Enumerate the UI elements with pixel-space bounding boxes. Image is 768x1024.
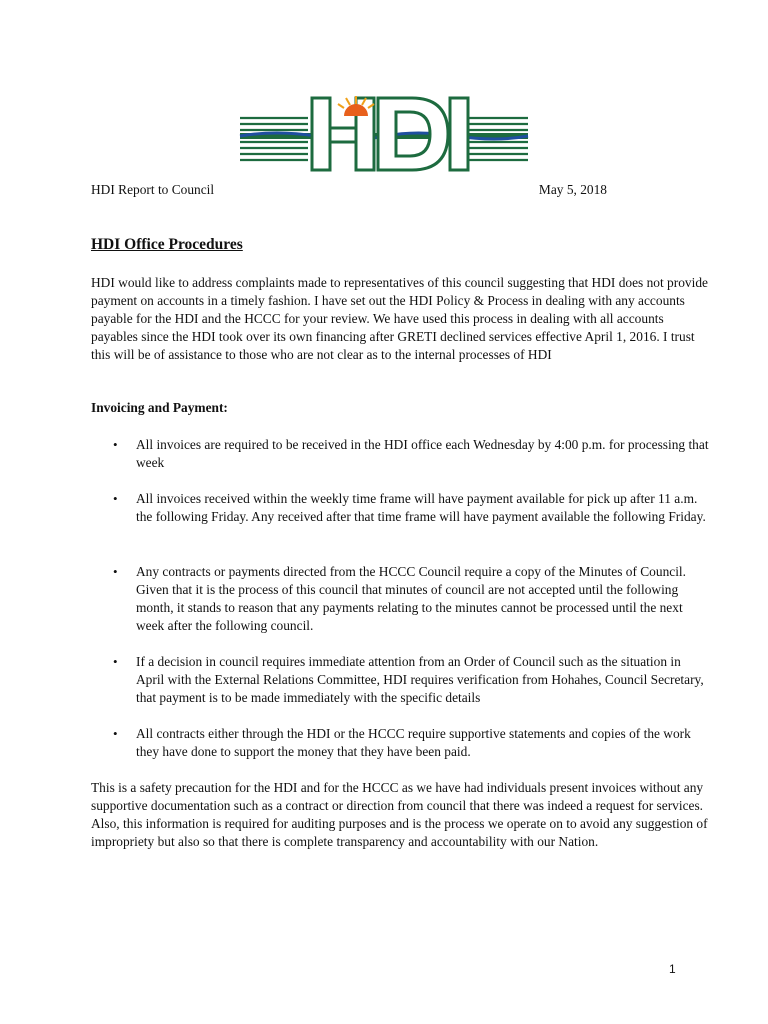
page-number: 1 [669,962,676,976]
list-item [110,436,710,472]
list-item-text: All invoices are required to be received in the HDI office each Wednesday by 4:00 p.m. for processing that week [136,437,709,470]
report-heading: HDI Report to Council [91,182,215,197]
list-item-text: Any contracts or payments directed from the HCCC Council require a copy of the Minutes of Council. Given that it is the process of this council that minutes of council are not accepted until the following month, it stands to reason that any payments relating to the minutes cannot be processed until the next week after the following council. [136,564,687,633]
bullet-icon: • [113,564,118,579]
report-date: May 5, 2018 [538,182,607,197]
page-title: HDI Office Procedures [91,236,243,253]
list-item [110,490,710,526]
list-item [110,725,710,761]
bullet-icon: • [113,654,118,669]
list-item-text: If a decision in council requires immediate attention from an Order of Council such as the situation in April with the External Relations Committee, HDI requires verification from Hohahes, Council Secretary, that payment is to be made immediately with the specific details [136,654,704,705]
list-item [110,563,710,635]
list-item [110,653,710,707]
closing-paragraph: This is a safety precaution for the HDI and for the HCCC as we have had individuals present invoices without any supportive documentation such as a contract or direction from council that there was indeed a request for services. Also, this information is required for auditing purposes and is the process we operate on to avoid any suggestion of impropriety but also so that there is complete transparency and accountability with our Nation. [91,780,708,849]
hdi-logo [236,92,532,178]
intro-paragraph: HDI would like to address complaints made to representatives of this council suggesting that HDI does not provide payment on accounts in a timely fashion. I have set out the HDI Policy & Process in dealing with any accounts payable for the HDI and the HCCC for your review. We have used this process in dealing with all accounts payables since the HDI took over its own financing after GRETI declined services effective April 1, 2016. I trust this will be of assistance to those who are not clear as to the internal processes of HDI [91,275,708,362]
bullet-icon: • [113,437,118,452]
bullet-list-item [110,563,710,635]
bullet-list-item [110,490,710,526]
bullet-icon: • [113,491,118,506]
logo-letter-i [450,98,468,170]
bullet-list-item [110,725,710,761]
list-item-text: All contracts either through the HDI or the HCCC require supportive statements and copies of the work they have done to support the money that they have been paid. [136,726,691,759]
bullet-list-item [110,653,710,707]
bullet-icon: • [113,726,118,741]
bullet-list-item [110,436,710,472]
section-heading: Invoicing and Payment: [91,400,228,415]
list-item-text: All invoices received within the weekly time frame will have payment available for pick up after 11 a.m. the following Friday. Any received after that time frame will have payment available the following Friday. [136,491,706,524]
